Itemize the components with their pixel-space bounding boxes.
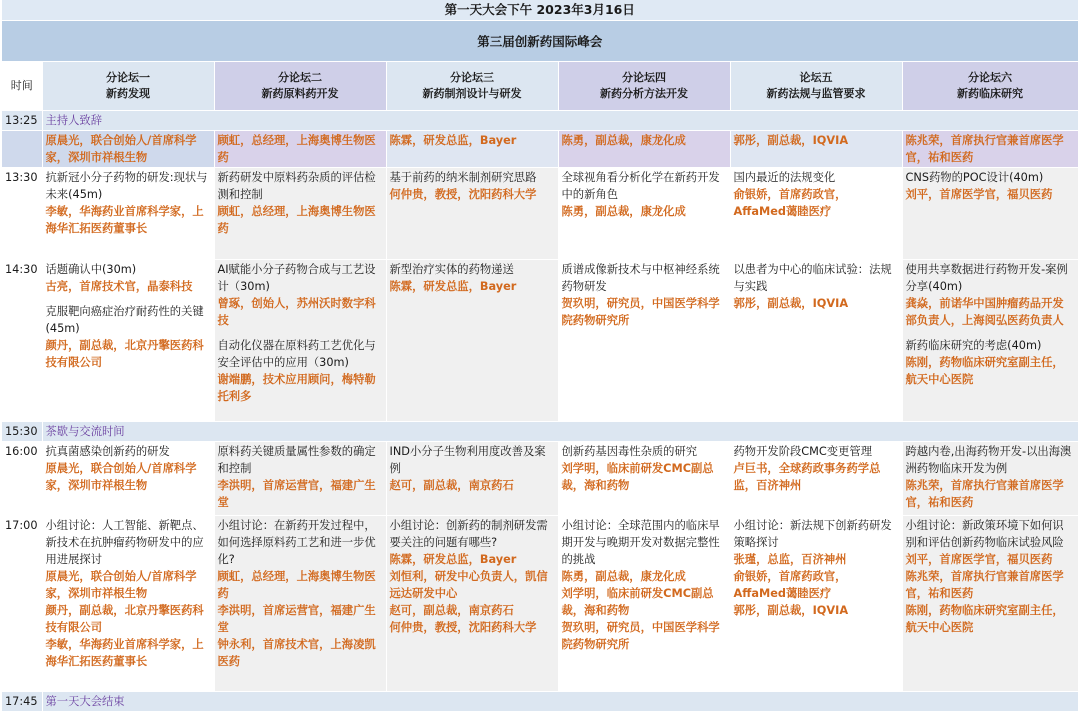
session-cell	[42, 516, 214, 692]
session-cell	[902, 516, 1078, 692]
session-cell	[902, 168, 1078, 260]
time-column-header: 时间	[2, 62, 42, 111]
speaker: 卢巨书，全球药政事务药学总监，百济神州	[733, 462, 881, 492]
speaker: 陈刚，药物临床研究室副主任，航天中心医院	[905, 604, 1064, 634]
talk-title: 小组讨论：创新药的制剂研发需要关注的问题有哪些?	[389, 519, 548, 549]
speaker: 龚焱，前诺华中国肿瘤药品开发部负责人，上海阅弘医药负责人	[905, 297, 1064, 327]
speaker: 原晨光，联合创始人/首席科学家，深圳市祥根生物	[45, 462, 197, 492]
talk-title: 抗新冠小分子药物的研发:现状与未来(45m)	[45, 171, 208, 201]
forum-header: 分论坛六 新药临床研究	[902, 62, 1078, 111]
session-cell	[902, 442, 1078, 516]
conference-name: 第三届创新药国际峰会	[2, 21, 1078, 62]
session-cell	[386, 442, 558, 516]
talk-title: 小组讨论：在新药开发过程中，如何选择原料药工艺和进一步优化?	[217, 519, 376, 566]
speaker: 刘恒利，研发中心负责人，凯信远达研发中心	[389, 570, 548, 600]
session-cell	[730, 442, 902, 516]
speaker: 郭彤，副总裁，IQVIA	[733, 604, 849, 617]
talk-title: 新药研发中原料药杂质的评估检测和控制	[217, 171, 376, 201]
talk-title: 小组讨论：新法规下创新药研发策略探讨	[733, 519, 892, 549]
speaker: 赵可，副总裁，南京药石	[389, 604, 514, 617]
speaker: 李洪明，首席运营官，福建广生堂	[217, 604, 376, 634]
page-title: 第一天大会下午 2023年3月16日	[2, 0, 1078, 21]
talk-title: 新药临床研究的考虑(40m)	[905, 339, 1042, 352]
session-time: 13:25	[2, 111, 42, 131]
talk-title: 跨越内卷,出海药物开发-以出海澳洲药物临床开发为例	[905, 445, 1072, 475]
session-row	[2, 442, 1078, 516]
speaker: 李敏，华海药业首席科学家，上海华汇拓医药董事长	[45, 205, 204, 235]
session-cell	[558, 442, 730, 516]
speaker: 古亮，首席技术官，晶泰科技	[45, 280, 193, 293]
speaker: 张瑾，总监，百济神州	[733, 553, 847, 566]
talk-title: AI赋能小分子药物合成与工艺设计（30m)	[217, 263, 376, 293]
session-cell	[558, 260, 730, 422]
talk-title: 克服靶向癌症治疗耐药性的关键(45m)	[45, 305, 204, 335]
tea-band	[2, 422, 1078, 442]
forum-header: 分论坛四 新药分析方法开发	[558, 62, 730, 111]
speaker: 颜丹，副总裁，北京丹擎医药科技有限公司	[45, 339, 204, 369]
speaker: 曾琢，创始人，苏州沃时数字科技	[217, 297, 376, 327]
speaker: 陈兆荣，首席执行官兼首席医学官，祐和医药	[902, 131, 1078, 168]
speaker: 顾虹，总经理，上海奥博生物医药	[214, 131, 386, 168]
session-cell	[558, 168, 730, 260]
session-row	[2, 168, 1078, 260]
speaker: 俞银娇，首席药政官，AffaMed蔼睦医疗	[733, 570, 847, 600]
talk-title: 自动化仪器在原料药工艺优化与安全评估中的应用（30m)	[217, 339, 376, 369]
speaker: 刘平，首席医学官，福贝医药	[905, 188, 1053, 201]
speaker: 陈霖，研发总监，Bayer	[389, 280, 517, 293]
speaker: 颜丹，副总裁，北京丹擎医药科技有限公司	[45, 604, 204, 634]
talk-title: 原料药关键质量属性参数的确定和控制	[217, 445, 376, 475]
forum-header-row	[2, 62, 1078, 111]
session-row	[2, 516, 1078, 692]
speaker: 顾虹，总经理，上海奥博生物医药	[217, 205, 376, 235]
speaker: 钟永利，首席技术官，上海凌凯医药	[217, 638, 376, 668]
talk-title: CNS药物的POC设计(40m)	[905, 171, 1044, 184]
talk-title: 小组讨论：人工智能、新靶点、新技术在抗肿瘤药物研发中的应用进展探讨	[45, 519, 204, 566]
speaker: 何仲贵，教授，沈阳药科大学	[389, 188, 537, 201]
session-cell	[386, 516, 558, 692]
forum-header: 分论坛二 新药原料药开发	[214, 62, 386, 111]
speaker: 陈霖，研发总监，Bayer	[386, 131, 558, 168]
end-band	[2, 692, 1078, 712]
session-time: 13:30	[2, 168, 42, 260]
speaker: 原晨光，联合创始人/首席科学家，深圳市祥根生物	[42, 131, 214, 168]
spacer	[46, 295, 211, 303]
speaker: 陈兆荣，首席执行官兼首席医学官，祐和医药	[905, 479, 1064, 509]
talk-title: IND小分子生物利用度改善及案例	[389, 445, 546, 475]
session-cell	[42, 442, 214, 516]
speaker: 李洪明，首席运营官，福建广生堂	[217, 479, 376, 509]
talk-title: 药物开发阶段CMC变更管理	[733, 445, 872, 458]
talk-title: 以患者为中心的临床试验：法规与实践	[733, 263, 892, 293]
speaker: 赵可，副总裁，南京药石	[389, 479, 514, 492]
session-cell	[386, 260, 558, 422]
session-cell	[730, 516, 902, 692]
speaker: 刘平，首席医学官，福贝医药	[905, 553, 1053, 566]
speaker: 俞银娇，首席药政官，AffaMed蔼睦医疗	[733, 188, 847, 218]
talk-title: 小组讨论：新政策环境下如何识别和评估创新药物临床试验风险	[905, 519, 1064, 549]
speaker: 陈勇，副总裁，康龙化成	[561, 205, 686, 218]
speaker: 刘学明，临床前研发CMC副总裁，海和药物	[561, 462, 714, 492]
session-time: 15:30	[2, 422, 42, 442]
session-cell	[214, 516, 386, 692]
talk-title: 抗真菌感染创新药的研发	[45, 445, 170, 458]
session-cell	[214, 168, 386, 260]
session-time: 14:30	[2, 260, 42, 422]
talk-title: 基于前药的纳米制剂研究思路	[389, 171, 537, 184]
talk-title: 全球视角看分析化学在新药开发中的新角色	[561, 171, 720, 201]
speaker: 郭彤，副总裁，IQVIA	[733, 297, 849, 310]
session-cell	[730, 168, 902, 260]
host-speakers-row	[2, 131, 1078, 168]
speaker: 陈勇，副总裁，康龙化成	[561, 570, 686, 583]
session-cell	[214, 442, 386, 516]
session-time: 17:00	[2, 516, 42, 692]
speaker: 何仲贵，教授，沈阳药科大学	[389, 621, 537, 634]
talk-title: 使用共享数据进行药物开发-案例分享(40m)	[905, 263, 1068, 293]
session-label: 茶歇与交流时间	[42, 422, 1078, 442]
speaker: 谢端鹏，技术应用顾问，梅特勒托利多	[217, 373, 376, 403]
session-label: 第一天大会结束	[42, 692, 1078, 712]
speaker: 原晨光，联合创始人/首席科学家，深圳市祥根生物	[45, 570, 197, 600]
session-cell	[558, 516, 730, 692]
session-time: 16:00	[2, 442, 42, 516]
speaker: 陈刚，药物临床研究室副主任，航天中心医院	[905, 356, 1064, 386]
forum-header: 分论坛一 新药发现	[42, 62, 214, 111]
speaker: 顾虹，总经理，上海奥博生物医药	[217, 570, 376, 600]
spacer	[906, 329, 1075, 337]
talk-title: 话题确认中(30m)	[45, 263, 137, 276]
talk-title: 新型治疗实体的药物递送	[389, 263, 514, 276]
speaker: 李敏，华海药业首席科学家，上海华汇拓医药董事长	[45, 638, 204, 668]
session-row	[2, 260, 1078, 422]
speaker: 刘学明，临床前研发CMC副总裁，海和药物	[561, 587, 714, 617]
session-cell	[902, 260, 1078, 422]
speaker: 贺玖明，研究员，中国医学科学院药物研究所	[561, 621, 720, 651]
speaker: 陈勇，副总裁，康龙化成	[558, 131, 730, 168]
speaker: 郭彤，副总裁，IQVIA	[730, 131, 902, 168]
forum-header: 论坛五 新药法规与监管要求	[730, 62, 902, 111]
session-cell	[42, 260, 214, 422]
session-cell	[730, 260, 902, 422]
talk-title: 质谱成像新技术与中枢神经系统药物研发	[561, 263, 720, 293]
spacer	[218, 329, 383, 337]
speaker: 贺玖明，研究员，中国医学科学院药物研究所	[561, 297, 720, 327]
session-cell	[42, 168, 214, 260]
host-band	[2, 111, 1078, 131]
session-cell	[214, 260, 386, 422]
talk-title: 国内最近的法规变化	[733, 171, 836, 184]
session-time: 17:45	[2, 692, 42, 712]
agenda-table	[2, 0, 1079, 712]
talk-title: 小组讨论：全球范围内的临床早期开发与晚期开发对数据完整性的挑战	[561, 519, 720, 566]
session-cell	[386, 168, 558, 260]
talk-title: 创新药基因毒性杂质的研究	[561, 445, 698, 458]
speaker: 陈兆荣，首席执行官兼首席医学官，祐和医药	[905, 570, 1064, 600]
session-label: 主持人致辞	[42, 111, 1078, 131]
speaker: 陈霖，研发总监，Bayer	[389, 553, 517, 566]
forum-header: 分论坛三 新药制剂设计与研发	[386, 62, 558, 111]
